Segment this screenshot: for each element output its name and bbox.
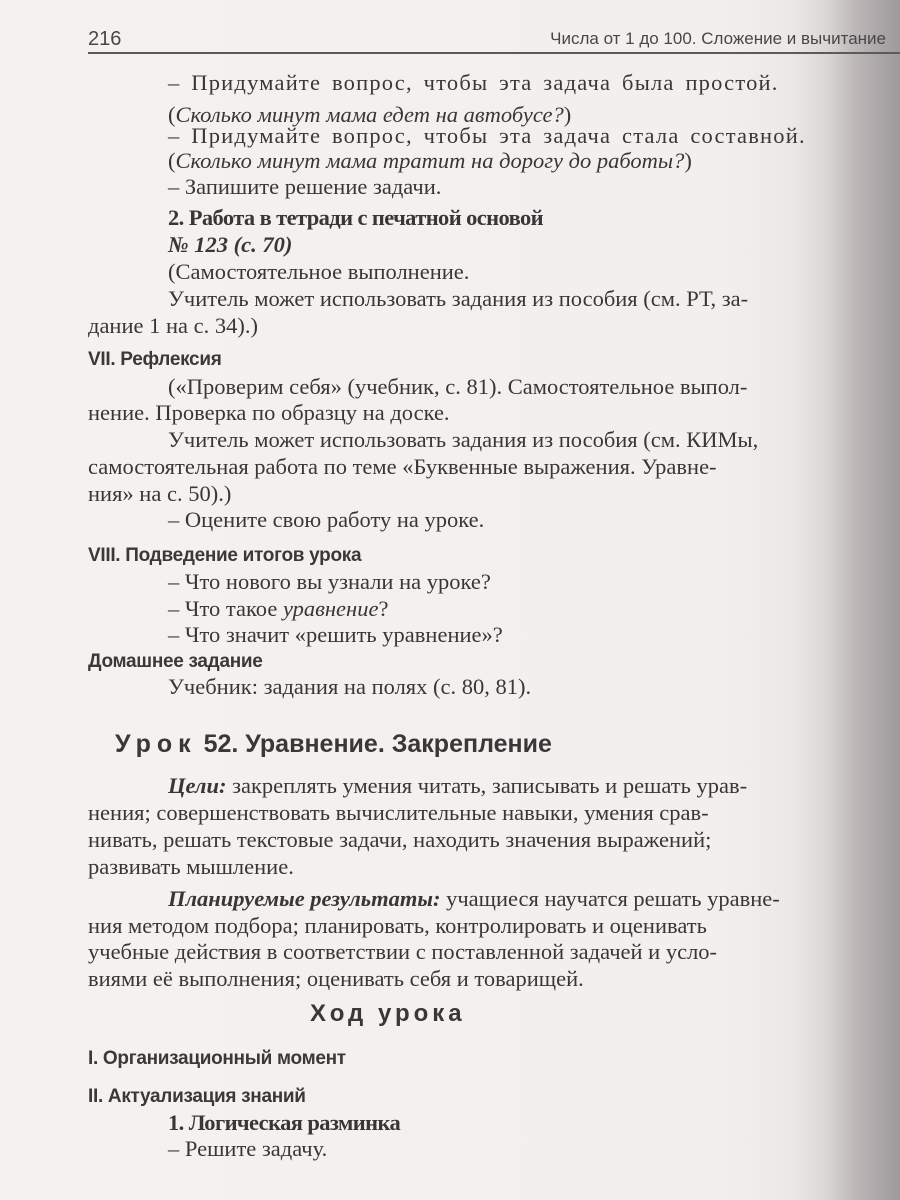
dash: – <box>168 123 181 148</box>
workbook-heading: 2. Работа в тетради с печатной основой <box>168 205 543 230</box>
workbook-line-2: Учитель может использовать задания из пособия (см. РТ, за- <box>168 286 749 311</box>
item-text: – Что значит «решить уравнение»? <box>168 622 503 647</box>
results-line-4: виями её выполнения; оценивать себя и товарищей. <box>88 966 584 991</box>
lesson-title-text: 52. Уравнение. Закрепление <box>203 730 552 758</box>
results-text: учащиеся научатся решать уравне- <box>440 886 780 911</box>
page-header <box>88 26 900 54</box>
summary-item <box>168 620 503 650</box>
homework-text: Учебник: задания на полях (с. 80, 81). <box>168 674 532 699</box>
item-text: – Что нового вы узнали на уроке? <box>168 569 491 594</box>
item-suffix: ? <box>378 596 389 621</box>
dash: – <box>168 70 181 95</box>
results-line-2: ния методом подбора; планировать, контролировать и оценивать <box>88 913 707 938</box>
paren-open: ( <box>168 102 176 127</box>
summary-item <box>168 567 491 597</box>
running-title: Числа от 1 до 100. Сложение и вычитание <box>550 29 886 48</box>
stage-2-heading: II. Актуализация знаний <box>88 1086 306 1107</box>
goals-label: Цели: <box>168 773 227 798</box>
homework-heading: Домашнее задание <box>88 651 263 672</box>
workbook-line-3: дание 1 на с. 34).) <box>88 313 259 338</box>
workbook-line-1: (Самостоятельное выполнение. <box>168 259 470 284</box>
goals-line-2: нения; совершенствовать вычислительные навыки, умения срав- <box>88 800 709 825</box>
question-text: Придумайте вопрос, чтобы эта задача стала составной. <box>191 123 806 148</box>
lesson-title <box>115 730 552 759</box>
goals-line-1 <box>168 771 747 801</box>
task-reference: № 123 (с. 70) <box>168 232 293 257</box>
reflection-line-6: – Оцените свою работу на уроке. <box>168 507 485 532</box>
question-text: Запишите решение задачи. <box>184 174 442 199</box>
page-number: 216 <box>88 28 122 50</box>
item-text: – Что такое <box>168 596 283 621</box>
goals-line-4: развивать мышление. <box>88 854 294 879</box>
answer-text: Сколько минут мама едет на автобусе? <box>175 102 564 127</box>
stage-1-heading: I. Организационный момент <box>88 1048 346 1069</box>
question-1 <box>168 68 779 98</box>
paren-close: ) <box>684 148 692 173</box>
results-line-1 <box>168 884 780 914</box>
reflection-line-4: самостоятельная работа по теме «Буквенные выражения. Уравне- <box>88 454 717 479</box>
summary-heading: VIII. Подведение итогов урока <box>88 545 362 566</box>
lesson-prefix: Урок <box>115 730 197 758</box>
goals-line-3: нивать, решать текстовые задачи, находить значения выражений; <box>88 827 712 852</box>
reflection-line-3: Учитель может использовать задания из пособия (см. КИМы, <box>168 427 759 452</box>
reflection-line-5: ния» на с. 50).) <box>88 481 232 506</box>
paren-close: ) <box>563 102 572 127</box>
question-text: Придумайте вопрос, чтобы эта задача была простой. <box>191 70 779 95</box>
dash: – <box>168 174 180 199</box>
item-emphasis: уравнение <box>282 596 379 621</box>
subsection-item: – Решите задачу. <box>168 1136 328 1161</box>
course-title: Ход урока <box>310 1000 466 1027</box>
reflection-line-1: («Проверим себя» (учебник, с. 81). Самостоятельное выпол- <box>168 374 748 399</box>
results-line-3: учебные действия в соответствии с поставленной задачей и усло- <box>88 939 718 964</box>
question-3 <box>168 172 441 202</box>
reflection-heading: VII. Рефлексия <box>88 349 222 370</box>
paren-open: ( <box>168 148 176 173</box>
subsection-heading: 1. Логическая разминка <box>168 1110 401 1135</box>
results-label: Планируемые результаты: <box>168 886 441 911</box>
answer-text: Сколько минут мама тратит на дорогу до работы? <box>175 148 685 173</box>
goals-text: закреплять умения читать, записывать и решать урав- <box>226 773 748 798</box>
reflection-line-2: нение. Проверка по образцу на доске. <box>88 400 450 425</box>
